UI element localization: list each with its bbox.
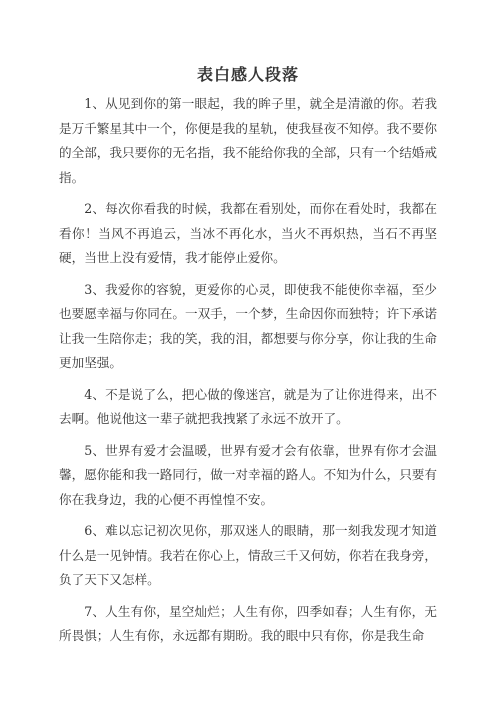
- document-title: 表白感人段落: [196, 65, 299, 84]
- paragraph-6: 6、难以忘记初次见你，那双迷人的眼睛，那一刻我发现才知道什么是一见钟情。我若在你心上，情敌三千又何妨，你若在我身旁，负了天下又怎样。: [59, 523, 437, 587]
- paragraph-2: 2、每次你看我的时候，我都在看别处，而你在看处时，我都在看你！当风不再追云，当冰不再化水，当火不再炽热，当石不再坚硬，当世上没有爱情，我才能停止爱你。: [59, 201, 437, 265]
- paragraph-5: 5、世界有爱才会温暖，世界有爱才会有依靠，世界有你才会温馨，愿你能和我一路同行，做一对幸福的路人。不知为什么，只要有你在我身边，我的心便不再惶惶不安。: [59, 442, 437, 507]
- paragraph-3: 3、我爱你的容貌，更爱你的心灵，即使我不能使你幸福，至少也要愿幸福与你同在。一双手，一个梦，生命因你而独特；许下承诺让我一生陪你走；我的笑，我的泪，都想要与你分享，你让我的生命更加坚强。: [59, 281, 437, 370]
- paragraph-4: 4、不是说了么，把心做的像迷宫，就是为了让你进得来，出不去啊。他说他这一辈子就把我拽紧了永远不放开了。: [59, 386, 437, 426]
- paragraph-1: 1、从见到你的第一眼起，我的眸子里，就全是清澈的你。若我是万千繁星其中一个，你便是我的星轨，使我昼夜不知停。我不要你的全部，我只要你的无名指，我不能给你我的全部，只有一个结婚戒指。: [59, 96, 437, 185]
- document-body: [59, 92, 437, 656]
- paragraph-7: 7、人生有你，星空灿烂；人生有你，四季如春；人生有你，无所畏惧；人生有你，永远都有期盼。我的眼中只有你，你是我生命: [59, 603, 437, 643]
